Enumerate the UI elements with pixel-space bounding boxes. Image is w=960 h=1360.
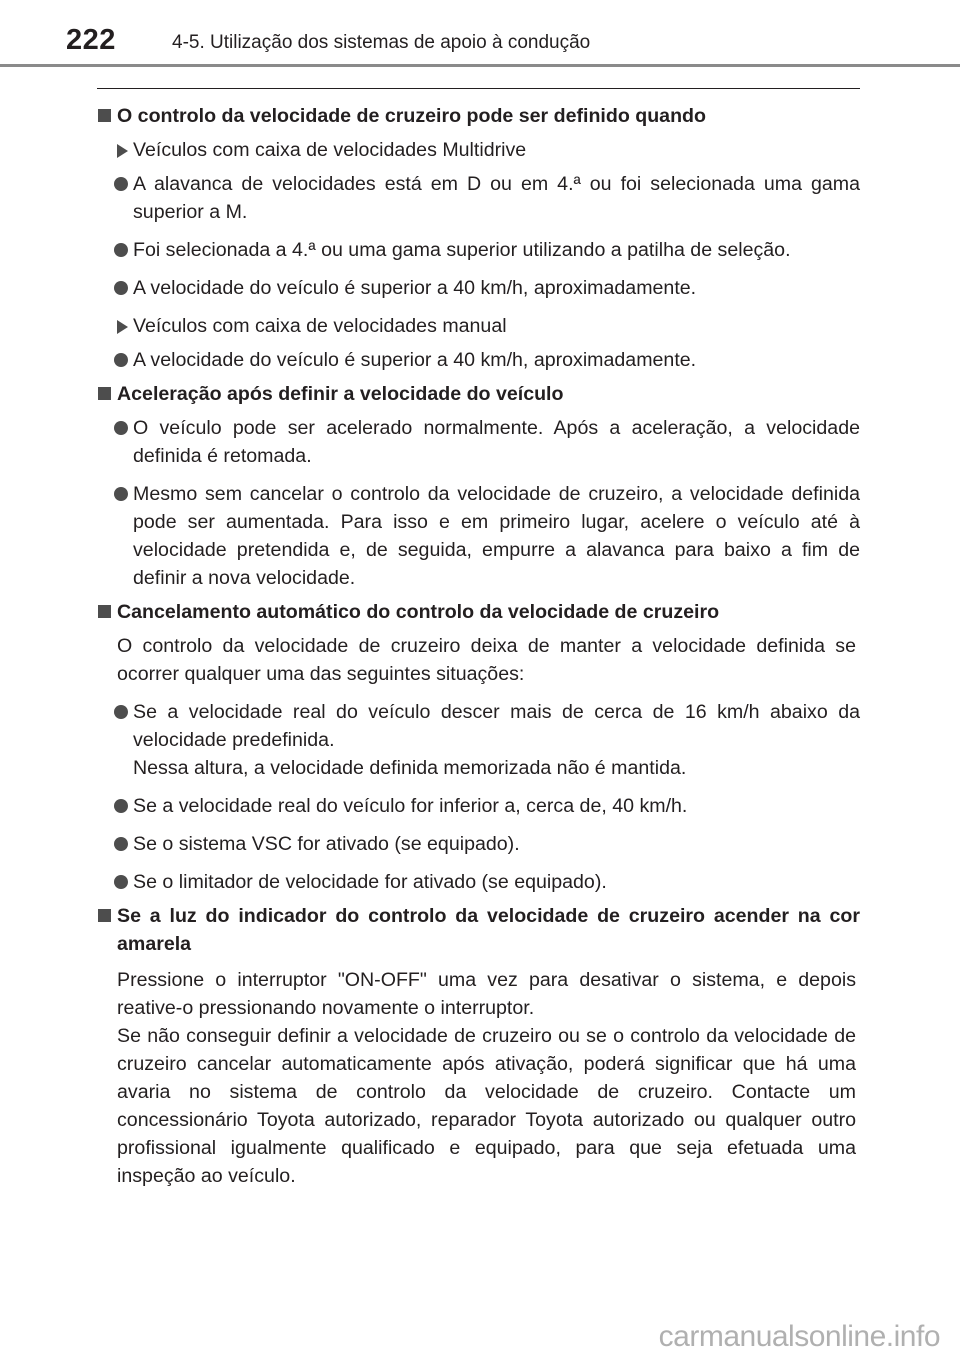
subgroup-title: Veículos com caixa de velocidades manual: [0, 312, 960, 340]
page-content: [0, 96, 960, 1190]
circle-bullet-icon: [114, 177, 128, 191]
section-heading: Se a luz do indicador do controlo da velocidade de cruzeiro acender na cor amarela: [0, 902, 960, 958]
list-item: O veículo pode ser acelerado normalmente. Após a aceleração, a velocidade definida é retomada.: [0, 414, 960, 470]
circle-bullet-icon: [114, 705, 128, 719]
circle-bullet-icon: [114, 875, 128, 889]
section-heading: O controlo da velocidade de cruzeiro pode ser definido quando: [0, 102, 960, 130]
triangle-bullet-icon: [117, 320, 128, 334]
list-item: A alavanca de velocidades está em D ou em 4.ª ou foi selecionada uma gama superior a M.: [0, 170, 960, 226]
page-number: 222: [66, 24, 116, 56]
section-heading: Aceleração após definir a velocidade do veículo: [0, 380, 960, 408]
list-item: Se o limitador de velocidade for ativado (se equipado).: [0, 868, 960, 896]
list-item: Se a velocidade real do veículo for inferior a, cerca de, 40 km/h.: [0, 792, 960, 820]
square-bullet-icon: [98, 387, 111, 400]
list-item: Se o sistema VSC for ativado (se equipado).: [0, 830, 960, 858]
list-item: Se a velocidade real do veículo descer mais de cerca de 16 km/h abaixo da velocidade predefinida. Nessa altura, a velocidade definida memorizada não é mantida.: [0, 698, 960, 782]
circle-bullet-icon: [114, 421, 128, 435]
list-item: Mesmo sem cancelar o controlo da velocidade de cruzeiro, a velocidade definida pode ser aumentada. Para isso e em primeiro lugar, acelere o veículo até à velocidade pretendida e, de seguida, empurre a alavanca para baixo a fim de definir a nova velocidade.: [0, 480, 960, 592]
subgroup-title: Veículos com caixa de velocidades Multidrive: [0, 136, 960, 164]
list-item-note: Nessa altura, a velocidade definida memorizada não é mantida.: [133, 757, 687, 779]
list-item: A velocidade do veículo é superior a 40 km/h, aproximadamente.: [0, 346, 960, 374]
content-top-rule: [97, 88, 860, 89]
circle-bullet-icon: [114, 487, 128, 501]
chapter-title: 4-5. Utilização dos sistemas de apoio à condução: [172, 32, 591, 53]
circle-bullet-icon: [114, 243, 128, 257]
circle-bullet-icon: [114, 353, 128, 367]
square-bullet-icon: [98, 909, 111, 922]
section-heading: Cancelamento automático do controlo da velocidade de cruzeiro: [0, 598, 960, 626]
page-header: [0, 0, 960, 66]
square-bullet-icon: [98, 605, 111, 618]
watermark: carmanualsonline.info: [658, 1320, 940, 1353]
section-intro: O controlo da velocidade de cruzeiro deixa de manter a velocidade definida se ocorrer qualquer uma das seguintes situações:: [117, 635, 856, 685]
list-item: A velocidade do veículo é superior a 40 km/h, aproximadamente.: [0, 274, 960, 302]
header-divider: [0, 64, 960, 67]
list-item: Foi selecionada a 4.ª ou uma gama superior utilizando a patilha de seleção.: [0, 236, 960, 264]
square-bullet-icon: [98, 109, 111, 122]
triangle-bullet-icon: [117, 144, 128, 158]
paragraph: Pressione o interruptor "ON-OFF" uma vez para desativar o sistema, e depois reative-o pressionando novamente o interruptor. Se não conseguir definir a velocidade de cruzeiro ou se o controlo da velocidade de cruzeiro cancelar automaticamente após ativação, poderá significar que há uma avaria no sistema de controlo da velocidade de cruzeiro. Contacte um concessionário Toyota autorizado, reparador Toyota autorizado ou qualquer outro profissional igualmente qualificado e equipado, para que seja efetuada uma inspeção ao veículo.: [117, 969, 856, 1187]
circle-bullet-icon: [114, 281, 128, 295]
circle-bullet-icon: [114, 799, 128, 813]
circle-bullet-icon: [114, 837, 128, 851]
